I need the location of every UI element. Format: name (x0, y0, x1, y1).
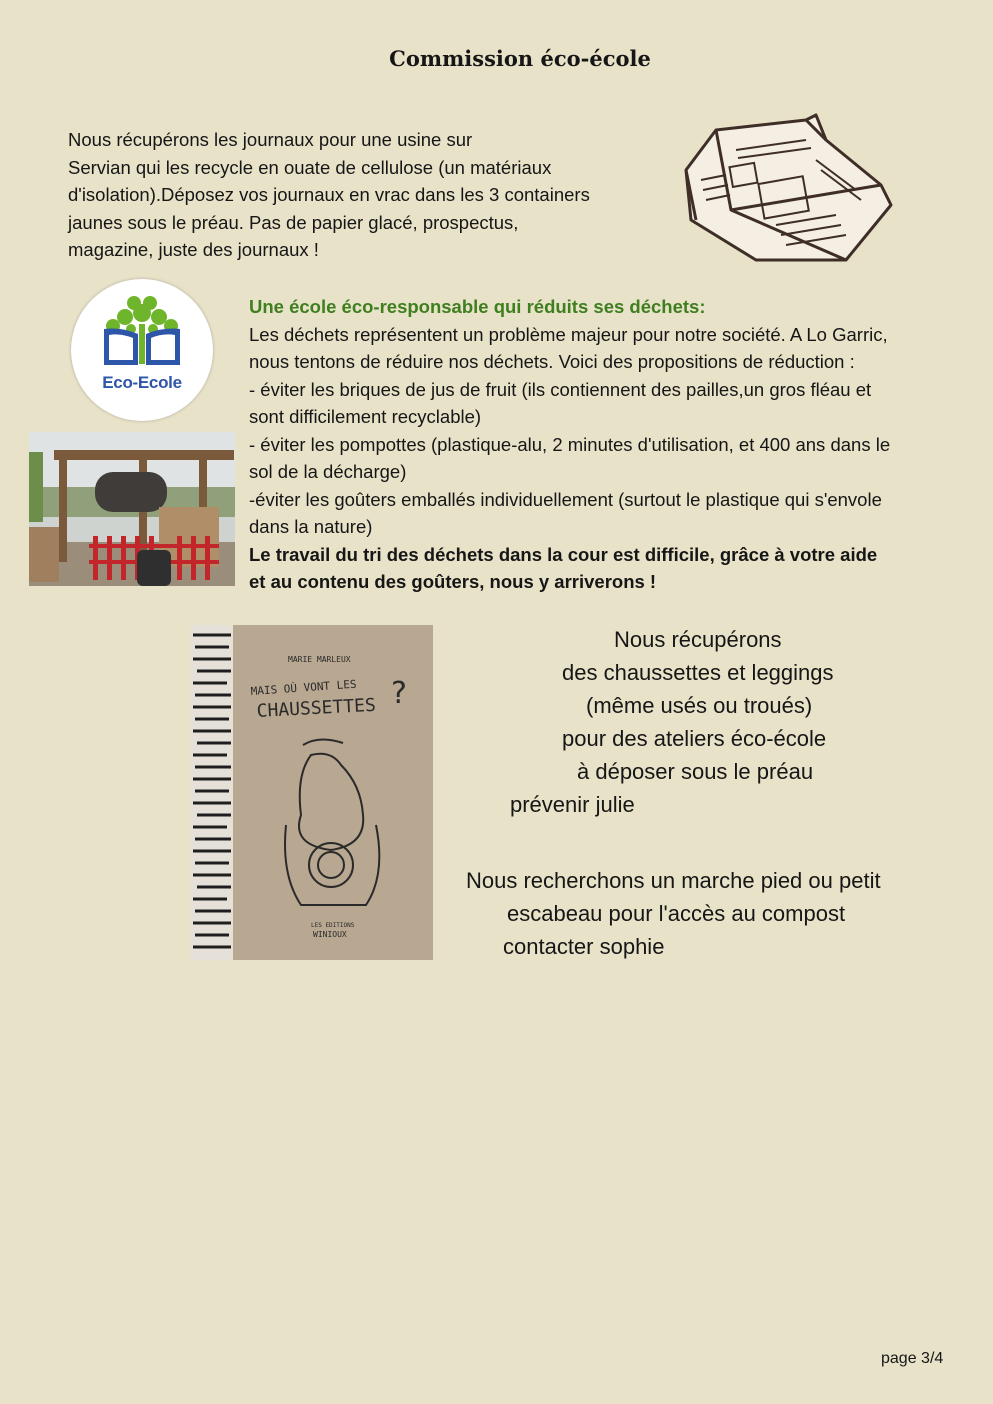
book-publisher-line2: WINIOUX (313, 930, 347, 939)
text-line: Les déchets représentent un problème majeur pour notre société. A Lo Garric, (249, 323, 888, 345)
text-line: sol de la décharge) (249, 461, 407, 482)
text-line: Nous récupérons (614, 627, 782, 652)
book-author: MARIE MARLEUX (288, 655, 351, 664)
bold-line: et au contenu des goûters, nous y arriverons ! (249, 571, 657, 592)
newspaper-paragraph (68, 126, 648, 264)
text-line: d'isolation).Déposez vos journaux en vrac dans les 3 containers (68, 184, 590, 205)
text-line: nous tentons de réduire nos déchets. Voici des propositions de réduction : (249, 351, 855, 372)
book-title-line2: CHAUSSETTES (256, 694, 377, 722)
bold-line: Le travail du tri des déchets dans la cour est difficile, grâce à votre aide (249, 543, 878, 565)
text-line: jaunes sous le préau. Pas de papier glacé, prospectus, (68, 211, 519, 233)
text-line: magazine, juste des journaux ! (68, 239, 319, 260)
section-heading: Une école éco-responsable qui réduits ses déchets: (249, 296, 706, 317)
stepstool-section (466, 864, 946, 963)
eco-ecole-logo (71, 279, 213, 421)
svg-text:?: ? (391, 676, 407, 711)
text-line: pour des ateliers éco-école (562, 726, 827, 751)
text-line: Nous récupérons les journaux pour une usine sur (68, 129, 473, 150)
text-line: (même usés ou troués) (586, 693, 813, 718)
text-line: sont difficilement recyclable) (249, 406, 482, 427)
book-cover (191, 625, 433, 960)
logo-text: Eco-Ecole (102, 373, 182, 392)
compost-photo (29, 432, 235, 586)
text-line: à déposer sous le préau (577, 759, 814, 784)
page-number: page 3/4 (881, 1350, 944, 1367)
text-line: -éviter les goûters emballés individuellement (surtout le plastique qui s'envole (249, 488, 882, 510)
newspaper-illustration (676, 110, 898, 265)
text-line: - éviter les pompottes (plastique-alu, 2 minutes d'utilisation, et 400 ans dans le (249, 433, 891, 455)
waste-reduction-section (249, 293, 949, 596)
text-line: des chaussettes et leggings (562, 660, 834, 685)
book-title-line1: MAIS OÙ VONT LES (250, 677, 357, 698)
text-line: dans la nature) (249, 516, 373, 537)
text-line: Servian qui les recycle en ouate de cellulose (un matériaux (68, 156, 552, 178)
text-line: Nous recherchons un marche pied ou petit (466, 868, 881, 893)
text-line: - éviter les briques de jus de fruit (ils contiennent des pailles,un gros fléau et (249, 378, 872, 400)
socks-section (466, 623, 946, 821)
book-publisher-line1: LES EDITIONS (311, 922, 355, 929)
text-line: contacter sophie (503, 934, 665, 959)
text-line: prévenir julie (510, 792, 635, 817)
page-title: Commission éco-école (389, 46, 651, 71)
text-line: escabeau pour l'accès au compost (507, 901, 846, 926)
